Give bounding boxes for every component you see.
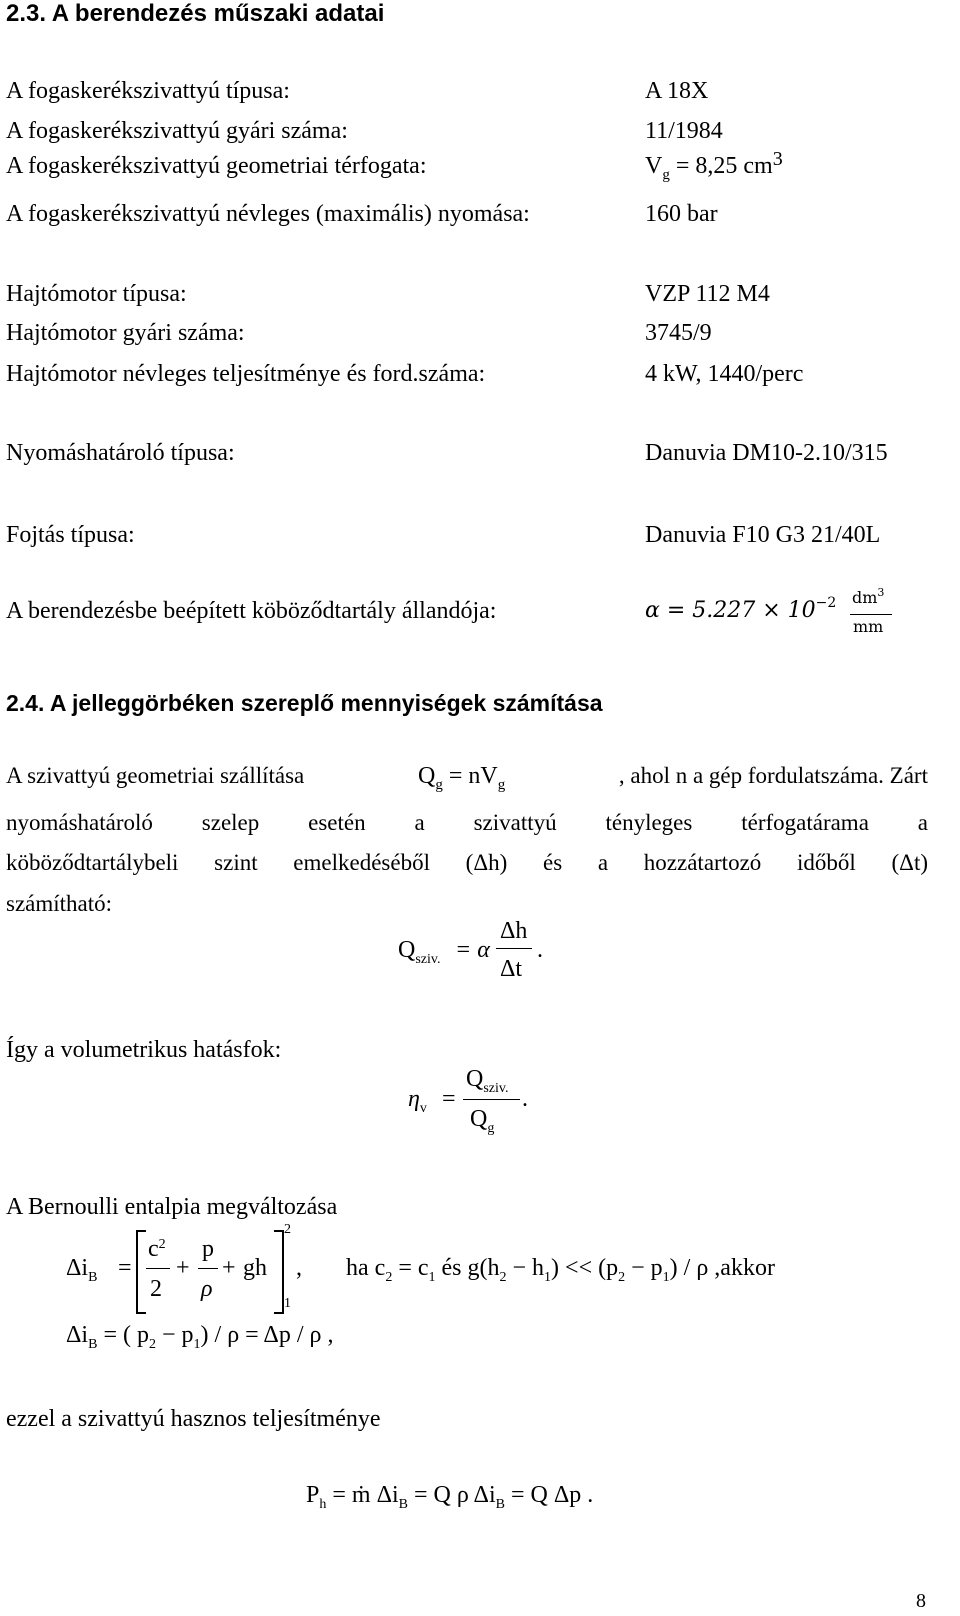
spec-value-pump-type: A 18X <box>645 78 709 104</box>
eq3-plus-1: + <box>176 1255 190 1281</box>
eq5: $P_h$ = ṁ $\Delta i_B = Q$ ρ $\Delta i_B = Q$ Δp . <box>306 1482 594 1512</box>
tank-constant-unit-denominator: mm <box>853 617 884 636</box>
eq2-period: . <box>522 1086 528 1112</box>
spec-value-motor-power: 4 kW, 1440/perc <box>645 361 804 387</box>
spec-value-pump-pressure: 160 bar <box>645 201 718 227</box>
eq1-period: . <box>537 937 543 963</box>
eq3-comma: , <box>296 1255 302 1281</box>
text-volumetric-efficiency: Így a volumetrikus hatásfok: <box>6 1037 282 1063</box>
spec-value-motor-serial: 3745/9 <box>645 320 712 346</box>
eq1-fraction-bar <box>496 948 532 949</box>
eq3-frac1-bar <box>146 1268 170 1269</box>
eq3-lhs: $\Delta i_B$ <box>66 1255 98 1285</box>
eq3-left-bracket <box>136 1230 146 1314</box>
eq3-lower-limit: 1 <box>284 1296 291 1311</box>
spec-value-pump-volume: $V_g = 8,25$ $cm^3$ <box>645 148 783 183</box>
spec-label-tank-constant: A berendezésbe beépített köböződtartály állandója: <box>6 598 497 624</box>
text-bernoulli: A Bernoulli entalpia megváltozása <box>6 1194 338 1220</box>
spec-value-relief-type: Danuvia DM10-2.10/315 <box>645 440 888 466</box>
paragraph-line-3: köböződtartálybeli szint emelkedéséből (Δh) és a hozzátartozó időből (Δt) <box>6 850 928 875</box>
spec-label-throttle-type: Fojtás típusa: <box>6 522 135 548</box>
tank-constant-unit-numerator: $dm^3$ <box>852 586 885 607</box>
eq3-p: p <box>202 1236 214 1262</box>
section-heading-2-3: 2.3. A berendezés műszaki adatai <box>6 0 385 27</box>
eq3-rho: ρ <box>201 1276 213 1302</box>
eq3-frac2-bar <box>198 1268 218 1269</box>
tank-constant-fraction-bar <box>850 614 892 615</box>
eq3-gh: gh <box>243 1255 267 1281</box>
paragraph-line-2: nyomáshatároló szelep esetén a szivattyú tényleges térfogatárama a <box>6 810 928 835</box>
eq3-upper-limit: 2 <box>284 1222 291 1237</box>
formula-qg: $Q_g = nV_g$ <box>417 763 506 793</box>
text-useful-power: ezzel a szivattyú hasznos teljesítménye <box>6 1406 381 1432</box>
spec-value-pump-serial: 11/1984 <box>645 118 723 144</box>
paragraph-line-1: A szivattyú geometriai szállítása $Q_g = nV_g$ , ahol n a gép fordulatszáma. Zárt <box>6 763 928 793</box>
spec-label-pump-type: A fogaskerékszivattyú típusa: <box>6 78 290 104</box>
eq1-equals-alpha: = α <box>455 937 490 963</box>
eq2-equals: = <box>442 1086 456 1112</box>
eq4: $\Delta i_B$ = ( $p_2 - p_1) / \rho = \Delta p / \rho$ , <box>66 1322 334 1352</box>
spec-value-motor-type: VZP 112 M4 <box>645 281 770 307</box>
eq3-two: 2 <box>150 1276 162 1302</box>
eq3-right-bracket <box>274 1230 284 1314</box>
spec-label-relief-type: Nyomáshatároló típusa: <box>6 440 235 466</box>
eq1-denominator: Δt <box>500 956 523 982</box>
eq1-numerator: Δh <box>500 918 528 944</box>
spec-value-tank-constant: $\alpha = 5.227 \times 10^{-2}$ <box>645 595 837 623</box>
spec-label-motor-serial: Hajtómotor gyári száma: <box>6 320 245 346</box>
eq3-equals: = <box>118 1255 132 1281</box>
eq3-plus-2: + <box>222 1255 236 1281</box>
spec-label-pump-volume: A fogaskerékszivattyú geometriai térfogata: <box>6 153 427 179</box>
spec-label-motor-power: Hajtómotor névleges teljesítménye és ford.száma: <box>6 361 486 387</box>
paragraph-line-4: számítható: <box>6 891 113 916</box>
eq2-fraction-bar <box>463 1099 520 1100</box>
spec-label-pump-pressure: A fogaskerékszivattyú névleges (maximális) nyomása: <box>6 201 530 227</box>
spec-value-throttle-type: Danuvia F10 G3 21/40L <box>645 522 881 548</box>
eq2-denominator: $Q_g$ <box>470 1106 495 1136</box>
section-heading-2-4: 2.4. A jelleggörbéken szereplő mennyiségek számítása <box>6 690 603 716</box>
eq2-lhs: $\eta_v$ <box>408 1086 427 1116</box>
eq1-lhs: $Q_{sziv.}$ <box>398 937 441 967</box>
page-number: 8 <box>916 1590 926 1612</box>
eq3-c-squared: $c^2$ <box>148 1236 166 1262</box>
spec-label-motor-type: Hajtómotor típusa: <box>6 281 187 307</box>
spec-label-pump-serial: A fogaskerékszivattyú gyári száma: <box>6 118 348 144</box>
eq3-condition: ha $c_2 = c_1$ és $g(h_2 - h_1) << (p_2 - p_1) / \rho$ ,akkor <box>346 1255 775 1285</box>
eq2-numerator: $Q_{sziv.}$ <box>466 1066 509 1096</box>
